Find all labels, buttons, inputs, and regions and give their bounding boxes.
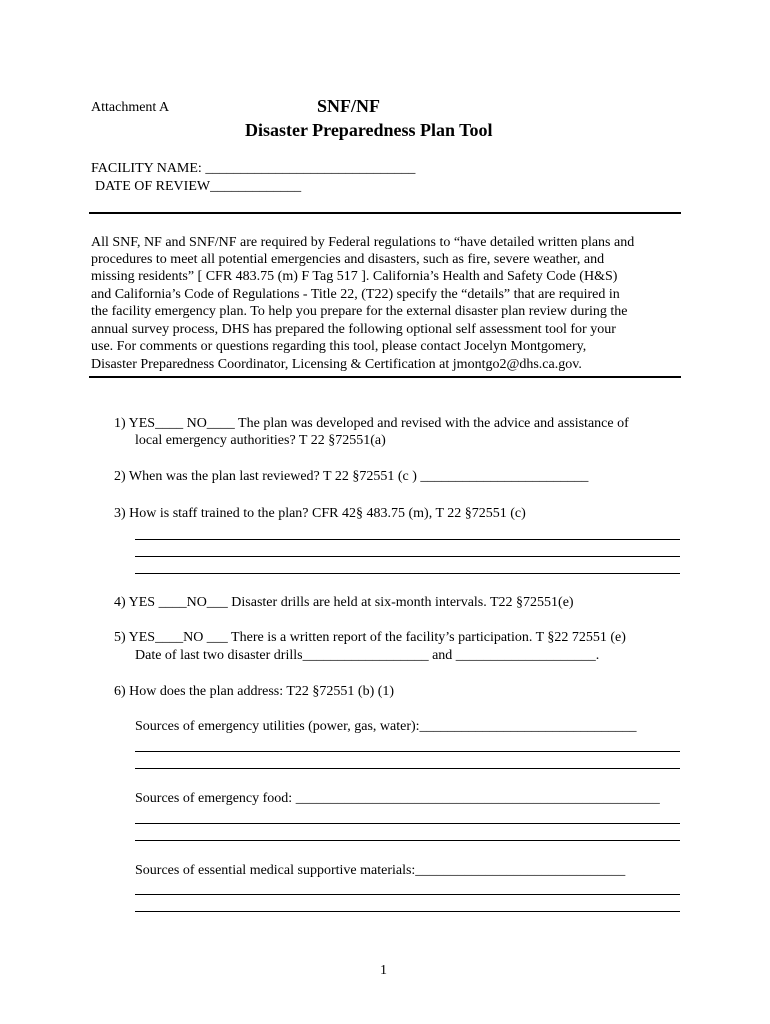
answer-line[interactable]: [135, 539, 680, 540]
answer-line[interactable]: [135, 556, 680, 557]
answer-line[interactable]: [135, 911, 680, 912]
date-of-review-field[interactable]: DATE OF REVIEW_____________: [95, 179, 302, 194]
question-1-continued: local emergency authorities? T 22 §72551(a): [135, 433, 386, 448]
facility-name-field[interactable]: FACILITY NAME: ______________________________: [91, 161, 416, 176]
header-divider: [89, 212, 681, 214]
intro-line: use. For comments or questions regarding this tool, please contact Jocelyn Montgomery,: [91, 339, 587, 354]
question-2[interactable]: 2) When was the plan last reviewed? T 22 §72551 (c ) ________________________: [114, 469, 589, 484]
question-3: 3) How is staff trained to the plan? CFR 42§ 483.75 (m), T 22 §72551 (c): [114, 506, 526, 521]
intro-line: Disaster Preparedness Coordinator, Licensing & Certification at jmontgo2@dhs.ca.gov.: [91, 357, 582, 372]
question-5[interactable]: 5) YES____NO ___ There is a written report of the facility’s participation. T §22 72551 (e): [114, 630, 626, 645]
medical-materials-field[interactable]: Sources of essential medical supportive materials:______________________________: [135, 863, 626, 878]
answer-line[interactable]: [135, 768, 680, 769]
title-snf-nf: SNF/NF: [317, 96, 380, 116]
attachment-label: Attachment A: [91, 100, 170, 115]
intro-divider: [89, 376, 681, 378]
intro-line: the facility emergency plan. To help you prepare for the external disaster plan review during the: [91, 304, 628, 319]
question-6: 6) How does the plan address: T22 §72551 (b) (1): [114, 684, 395, 699]
question-4[interactable]: 4) YES ____NO___ Disaster drills are held at six-month intervals. T22 §72551(e): [114, 595, 574, 610]
food-sources-field[interactable]: Sources of emergency food: ____________________________________________________: [135, 791, 660, 806]
answer-line[interactable]: [135, 751, 680, 752]
question-5-drill-dates[interactable]: Date of last two disaster drills__________________ and ____________________.: [135, 648, 600, 663]
question-1[interactable]: 1) YES____ NO____ The plan was developed and revised with the advice and assistance of: [114, 416, 629, 431]
answer-line[interactable]: [135, 823, 680, 824]
utilities-sources-field[interactable]: Sources of emergency utilities (power, gas, water):_______________________________: [135, 719, 637, 734]
page-number: 1: [380, 963, 387, 978]
intro-line: and California’s Code of Regulations - Title 22, (T22) specify the “details” that are required in: [91, 287, 620, 302]
answer-line[interactable]: [135, 894, 680, 895]
answer-line[interactable]: [135, 573, 680, 574]
answer-line[interactable]: [135, 840, 680, 841]
intro-line: missing residents” [ CFR 483.75 (m) F Tag 517 ]. California’s Health and Safety Code (H&S): [91, 269, 618, 284]
intro-line: procedures to meet all potential emergencies and disasters, such as fire, severe weather, and: [91, 252, 605, 267]
intro-line: All SNF, NF and SNF/NF are required by Federal regulations to “have detailed written plans and: [91, 235, 635, 250]
intro-line: annual survey process, DHS has prepared the following optional self assessment tool for your: [91, 322, 616, 337]
page-title: Disaster Preparedness Plan Tool: [245, 120, 493, 140]
